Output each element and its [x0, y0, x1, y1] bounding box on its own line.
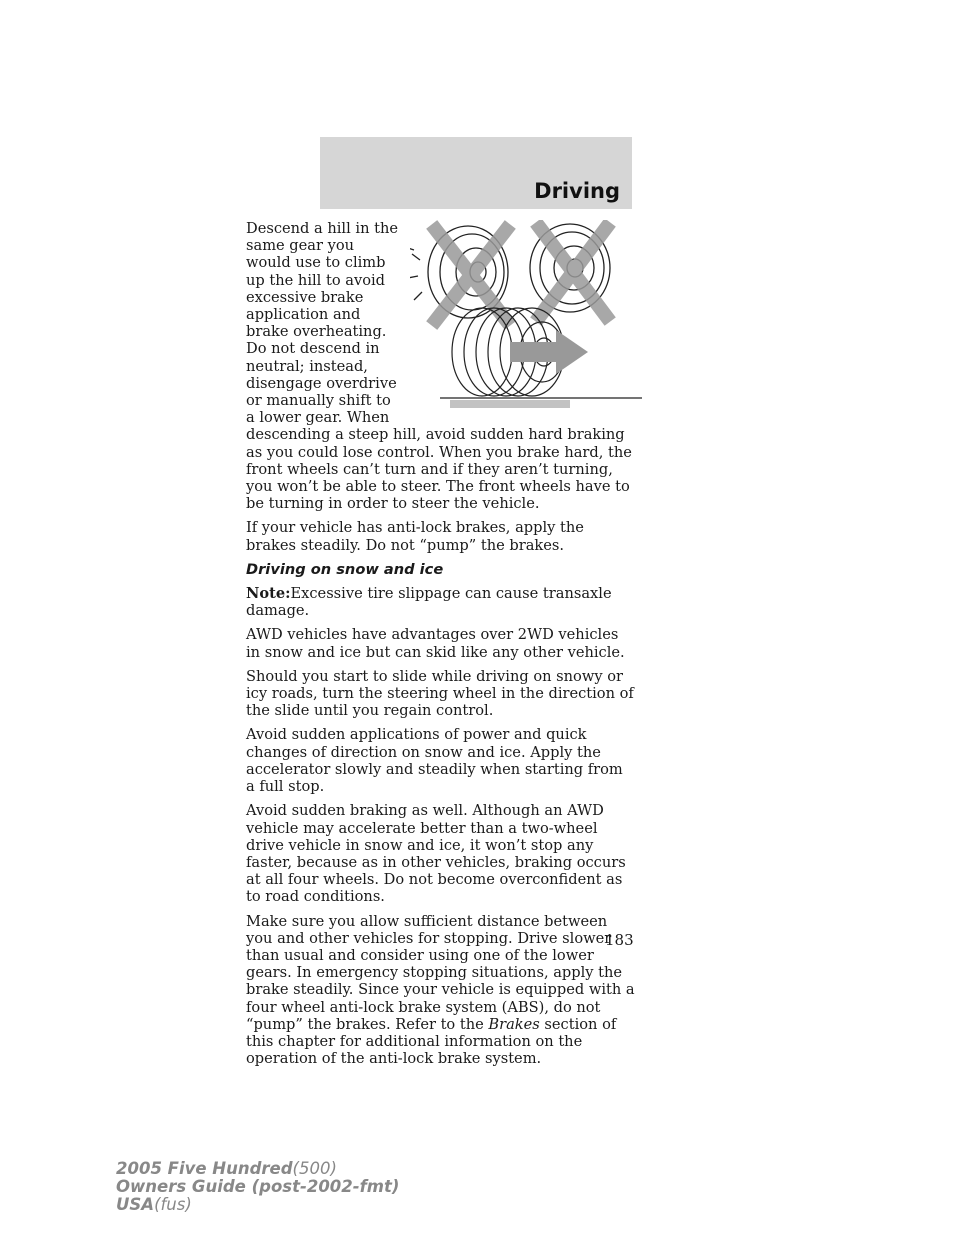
footer-line-3 — [116, 1196, 399, 1214]
road-shadow — [450, 400, 570, 408]
footer-market-code: (fus) — [154, 1195, 192, 1214]
paragraph-distance — [246, 913, 636, 1068]
paragraph-power: Avoid sudden applications of power and quick changes of direction on snow and ice. Apply the accelerator slowly and steadily when starting from a full stop. — [246, 726, 623, 796]
footer-model-code: (500) — [292, 1159, 337, 1178]
paragraph-slide: Should you start to slide while driving on snowy or icy roads, turn the steering wheel in the direction of the slide until you regain control. — [246, 667, 634, 720]
paragraph-descend-hill: Descend a hill in the same gear you would use to climb up the hill to avoid excessive brake application and brake overheating. Do not descend in neutral; instead, disengage overdrive or manually shift to a lower gear. When descending a steep hill, avoid sudden hard braking as you could lose control. When you brake hard, the front wheels can’t turn and if they aren’t turning, you won’t be able to steer. The front wheels have to be turning in order to steer the vehicle. — [246, 220, 632, 513]
paragraph-note — [246, 585, 636, 619]
paragraph-distance-text: Make sure you allow sufficient distance between you and other vehicles for stopping. Drive slower than usual and consider using one of the lower gears. In emergency stopping situations, apply the brake steadily. Since your vehicle is equipped with a four wheel anti-lock brake system (ABS), do not “pump” the brakes. Refer to the — [246, 912, 635, 1033]
section-header-bar — [320, 137, 632, 209]
paragraph-anti-lock: If your vehicle has anti-lock brakes, apply the brakes steadily. Do not “pump” the brakes. — [246, 519, 584, 554]
brakes-reference: Brakes — [488, 1015, 540, 1033]
page-body — [246, 220, 636, 1074]
page-number: 183 — [605, 931, 634, 949]
footer-model: 2005 Five Hundred — [116, 1159, 293, 1178]
footer-line-1 — [116, 1160, 399, 1178]
paragraph-awd-advantages: AWD vehicles have advantages over 2WD vehicles in snow and ice but can skid like any other vehicle. — [246, 626, 625, 661]
paragraph-braking: Avoid sudden braking as well. Although an AWD vehicle may accelerate better than a two-wheel drive vehicle in snow and ice, it won’t stop any faster, because as in other vehicles, braking occurs at all four wheels. Do not become overconfident as to road conditions. — [246, 802, 626, 906]
document-footer — [116, 1160, 399, 1214]
wheel-braking-illustration — [410, 220, 650, 410]
footer-market: USA — [116, 1195, 155, 1214]
paragraph-distance-tail: section of this chapter for additional information on the operation of the anti-lock brake system. — [246, 1015, 617, 1068]
note-label: Note: — [246, 585, 291, 603]
footer-guide: Owners Guide (post-2002-fmt) — [116, 1177, 400, 1196]
footer-line-2 — [116, 1178, 399, 1196]
section-title: Driving — [534, 179, 620, 203]
heading-snow-ice: Driving on snow and ice — [246, 560, 444, 578]
note-text: Excessive tire slippage can cause transaxle damage. — [246, 585, 612, 620]
x-mark-right — [540, 228, 606, 316]
